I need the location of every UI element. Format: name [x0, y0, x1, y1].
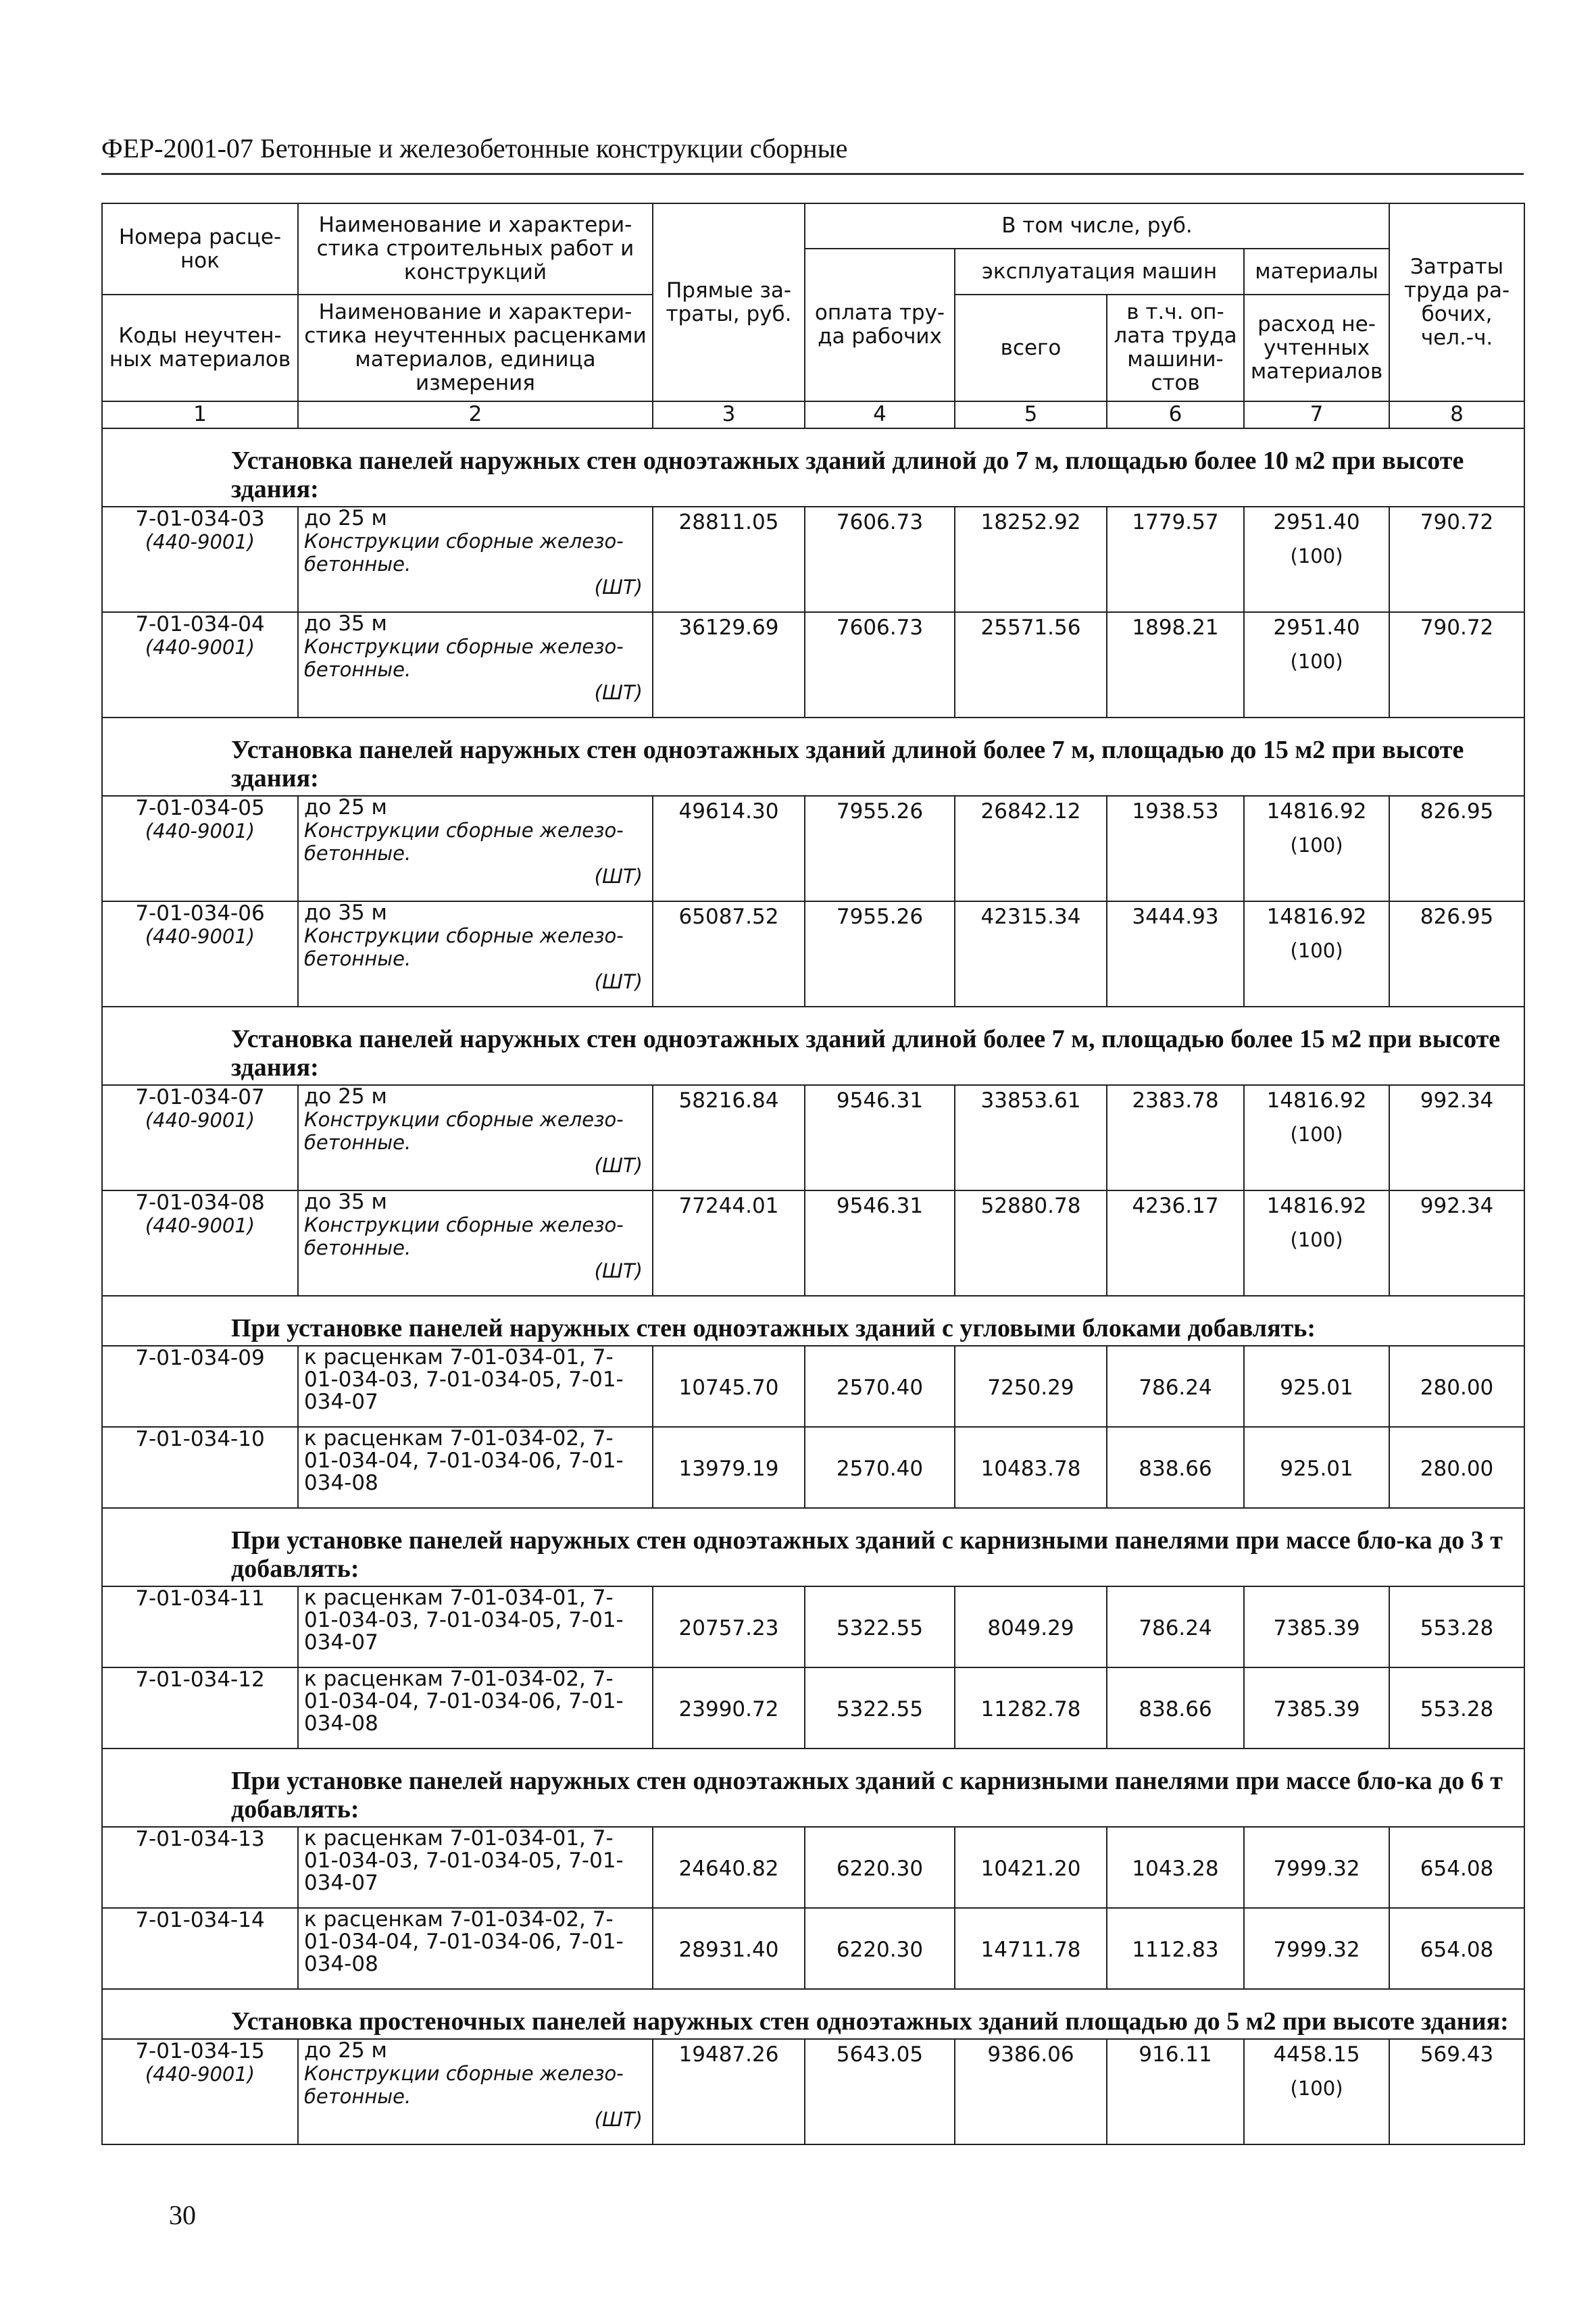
materials-cell [1244, 612, 1389, 718]
material-name: Конструкции сборные железо-бетонные. [304, 1108, 624, 1154]
machines-labor: 838.66 [1139, 1697, 1212, 1721]
rate-code-cell [102, 507, 298, 612]
rate-code: 7-01-034-12 [135, 1667, 265, 1692]
header-rate-numbers: Номера расце-нок [102, 203, 298, 295]
labor-pay: 5643.05 [836, 2042, 924, 2067]
machines-labor: 3444.93 [1132, 905, 1219, 929]
machines-total-cell [955, 1427, 1107, 1508]
labor-hours-cell [1389, 1586, 1524, 1667]
direct-costs: 49614.30 [678, 799, 779, 824]
machines-labor: 786.24 [1139, 1376, 1212, 1400]
section-title-row [102, 1296, 1524, 1346]
direct-costs: 28931.40 [678, 1938, 779, 1962]
labor-hours: 654.08 [1420, 1857, 1494, 1881]
labor-hours-cell [1389, 1427, 1524, 1508]
section-title-text: При установке панелей наружных стен одноэтажных зданий с карнизными панелями при массе бло-ка до 6 т добавлять: [231, 1767, 1503, 1823]
material-quantity: (100) [1290, 650, 1343, 673]
materials-cell [1244, 1190, 1389, 1296]
rate-code: 7-01-034-10 [135, 1427, 265, 1451]
rate-name-cell [298, 1586, 653, 1667]
table-row [102, 1908, 1524, 1989]
section-title-row [102, 1749, 1524, 1827]
material-quantity: (100) [1290, 2077, 1343, 2100]
rate-name-cell [298, 1346, 653, 1427]
header-material-names: Наименование и характери-стика неучтенных расценками материалов, единица измерения [298, 295, 653, 401]
direct-costs: 19487.26 [678, 2042, 779, 2067]
materials-cell [1244, 1586, 1389, 1667]
page-number: 30 [169, 2200, 196, 2230]
machines-total: 52880.78 [980, 1194, 1081, 1218]
labor-hours: 826.95 [1420, 905, 1494, 929]
rate-code: 7-01-034-06 [135, 901, 265, 926]
machines-total-cell [955, 2039, 1107, 2144]
materials-cell [1244, 1667, 1389, 1749]
section-title [102, 1508, 1524, 1586]
machines-labor-cell [1107, 1427, 1244, 1508]
page-header: ФЕР-2001-07 Бетонные и железобетонные конструкции сборные [101, 133, 848, 164]
header-direct-costs: Прямые за-траты, руб. [653, 203, 805, 401]
rate-name: к расценкам 7-01-034-01, 7-01-034-03, 7-01-034-05, 7-01-034-07 [304, 1826, 624, 1895]
rate-name-cell [298, 2039, 653, 2144]
material-code: (440-9001) [145, 925, 255, 948]
rate-name: к расценкам 7-01-034-02, 7-01-034-04, 7-01-034-06, 7-01-034-08 [304, 1426, 624, 1495]
section-title-text: Установка простеночных панелей наружных стен одноэтажных зданий площадью до 5 м2 при высоте здания: [231, 2007, 1509, 2036]
rate-name: до 25 м [304, 1084, 387, 1109]
column-number: 4 [805, 401, 955, 428]
machines-labor: 1898.21 [1132, 615, 1219, 640]
column-numbers-row [102, 401, 1524, 428]
rate-code-cell [102, 1827, 298, 1908]
machines-labor-cell [1107, 612, 1244, 718]
labor-pay: 7606.73 [836, 615, 924, 640]
direct-costs-cell [653, 1346, 805, 1427]
materials: 7385.39 [1273, 1697, 1360, 1721]
material-unit: (ШТ) [594, 1154, 643, 1177]
material-unit: (ШТ) [594, 970, 643, 993]
machines-total: 7250.29 [987, 1376, 1074, 1400]
rate-code: 7-01-034-14 [135, 1908, 265, 1932]
rate-code: 7-01-034-07 [135, 1085, 265, 1109]
column-number: 3 [653, 401, 805, 428]
machines-labor-cell [1107, 1667, 1244, 1749]
materials-cell [1244, 1908, 1389, 1989]
labor-pay-cell [805, 1908, 955, 1989]
machines-total-cell [955, 1908, 1107, 1989]
materials-cell [1244, 1827, 1389, 1908]
materials: 14816.92 [1266, 1194, 1367, 1218]
direct-costs: 58216.84 [678, 1088, 779, 1113]
materials: 2951.40 [1273, 615, 1360, 640]
direct-costs-cell [653, 612, 805, 718]
section-title-row [102, 1007, 1524, 1085]
section-title [102, 1989, 1524, 2039]
direct-costs-cell [653, 1827, 805, 1908]
rate-code-cell [102, 1346, 298, 1427]
direct-costs: 24640.82 [678, 1857, 779, 1881]
material-quantity: (100) [1290, 1123, 1343, 1146]
materials-cell [1244, 507, 1389, 612]
machines-labor: 1779.57 [1132, 510, 1219, 534]
labor-pay-cell [805, 1190, 955, 1296]
labor-pay-cell [805, 507, 955, 612]
labor-hours: 280.00 [1420, 1457, 1494, 1481]
section-title-row [102, 1989, 1524, 2039]
table-body [102, 428, 1524, 2144]
material-unit: (ШТ) [594, 1259, 643, 1282]
materials: 14816.92 [1266, 799, 1367, 824]
labor-hours-cell [1389, 2039, 1524, 2144]
section-title-text: При установке панелей наружных стен одноэтажных зданий с карнизными панелями при массе бло-ка до 3 т добавлять: [231, 1526, 1503, 1583]
material-unit: (ШТ) [594, 865, 643, 888]
material-name: Конструкции сборные железо-бетонные. [304, 1213, 624, 1259]
rate-code: 7-01-034-11 [135, 1586, 265, 1611]
rate-code-cell [102, 1667, 298, 1749]
machines-total: 18252.92 [980, 510, 1081, 534]
labor-pay-cell [805, 1827, 955, 1908]
machines-labor-cell [1107, 796, 1244, 901]
table-row [102, 901, 1524, 1007]
rates-table [101, 203, 1525, 2145]
labor-hours-cell [1389, 796, 1524, 901]
labor-pay-cell [805, 901, 955, 1007]
header-machines-total: всего [955, 295, 1107, 401]
header-rule [101, 173, 1524, 175]
section-title-row [102, 428, 1524, 507]
rate-code: 7-01-034-15 [135, 2039, 265, 2063]
material-quantity: (100) [1290, 939, 1343, 962]
machines-labor: 4236.17 [1132, 1194, 1219, 1218]
machines-labor-cell [1107, 1190, 1244, 1296]
material-name: Конструкции сборные железо-бетонные. [304, 924, 624, 970]
rate-name: до 25 м [304, 2038, 387, 2063]
rate-name-cell [298, 1427, 653, 1508]
rate-name-cell [298, 1908, 653, 1989]
machines-total: 8049.29 [987, 1616, 1074, 1640]
materials-cell [1244, 1427, 1389, 1508]
labor-hours-cell [1389, 1190, 1524, 1296]
rate-code-cell [102, 901, 298, 1007]
table-row [102, 1586, 1524, 1667]
material-unit: (ШТ) [594, 2108, 643, 2131]
machines-labor-cell [1107, 507, 1244, 612]
rate-name: до 35 м [304, 611, 387, 636]
material-code: (440-9001) [145, 636, 255, 659]
machines-total-cell [955, 1346, 1107, 1427]
machines-total-cell [955, 1085, 1107, 1190]
machines-total: 42315.34 [980, 905, 1081, 929]
labor-pay-cell [805, 2039, 955, 2144]
machines-total-cell [955, 507, 1107, 612]
machines-labor-cell [1107, 1346, 1244, 1427]
machines-total-cell [955, 1827, 1107, 1908]
section-title-row [102, 1508, 1524, 1586]
machines-total-cell [955, 1190, 1107, 1296]
direct-costs-cell [653, 1085, 805, 1190]
column-number: 7 [1244, 401, 1389, 428]
section-title [102, 1749, 1524, 1827]
material-code: (440-9001) [145, 1214, 255, 1237]
rate-name: к расценкам 7-01-034-01, 7-01-034-03, 7-01-034-05, 7-01-034-07 [304, 1586, 624, 1655]
rate-code: 7-01-034-03 [135, 507, 265, 531]
table-row [102, 2039, 1524, 2144]
materials-cell [1244, 1346, 1389, 1427]
materials: 14816.92 [1266, 1088, 1367, 1113]
machines-labor-cell [1107, 901, 1244, 1007]
header-machines-labor: в т.ч. оп-лата труда машини-стов [1107, 295, 1244, 401]
machines-total: 11282.78 [980, 1697, 1081, 1721]
machines-total-cell [955, 612, 1107, 718]
header-material-codes: Коды неучтен-ных материалов [102, 295, 298, 401]
direct-costs: 28811.05 [678, 510, 779, 534]
rate-name-cell [298, 612, 653, 718]
labor-hours: 790.72 [1420, 510, 1494, 534]
machines-total-cell [955, 1586, 1107, 1667]
machines-labor: 1043.28 [1132, 1857, 1219, 1881]
labor-hours-cell [1389, 901, 1524, 1007]
material-name: Конструкции сборные железо-бетонные. [304, 530, 624, 576]
rate-name-cell [298, 1190, 653, 1296]
direct-costs: 13979.19 [678, 1457, 779, 1481]
machines-labor-cell [1107, 2039, 1244, 2144]
labor-pay-cell [805, 1427, 955, 1508]
header-labor-cost: Затраты труда ра-бочих, чел.-ч. [1389, 203, 1524, 401]
column-number: 5 [955, 401, 1107, 428]
labor-hours: 553.28 [1420, 1616, 1494, 1640]
section-title [102, 1296, 1524, 1346]
materials: 925.01 [1280, 1457, 1353, 1481]
machines-labor: 916.11 [1139, 2042, 1212, 2067]
material-name: Конструкции сборные железо-бетонные. [304, 2062, 624, 2108]
header-materials-unaccounted: расход не-учтенных материалов [1244, 295, 1389, 401]
labor-hours-cell [1389, 612, 1524, 718]
labor-hours: 790.72 [1420, 615, 1494, 640]
column-number: 2 [298, 401, 653, 428]
rate-code-cell [102, 1190, 298, 1296]
labor-pay-cell [805, 796, 955, 901]
direct-costs-cell [653, 1908, 805, 1989]
materials-cell [1244, 796, 1389, 901]
rate-name: к расценкам 7-01-034-02, 7-01-034-04, 7-01-034-06, 7-01-034-08 [304, 1907, 624, 1976]
direct-costs-cell [653, 507, 805, 612]
rate-code: 7-01-034-04 [135, 612, 265, 636]
rate-name: до 35 м [304, 1190, 387, 1214]
materials: 7999.32 [1273, 1938, 1360, 1962]
rate-code-cell [102, 796, 298, 901]
direct-costs: 65087.52 [678, 905, 779, 929]
table-row [102, 612, 1524, 718]
labor-pay: 6220.30 [836, 1938, 924, 1962]
header-machines: эксплуатация машин [955, 249, 1244, 295]
material-unit: (ШТ) [594, 576, 643, 599]
direct-costs: 20757.23 [678, 1616, 779, 1640]
labor-hours-cell [1389, 507, 1524, 612]
machines-labor-cell [1107, 1085, 1244, 1190]
header-materials: материалы [1244, 249, 1389, 295]
labor-hours: 569.43 [1420, 2042, 1494, 2067]
direct-costs-cell [653, 1190, 805, 1296]
direct-costs-cell [653, 1667, 805, 1749]
direct-costs: 10745.70 [678, 1376, 779, 1400]
machines-labor: 1112.83 [1132, 1938, 1219, 1962]
labor-pay-cell [805, 1346, 955, 1427]
table-row [102, 1667, 1524, 1749]
labor-hours: 992.34 [1420, 1194, 1494, 1218]
labor-pay: 2570.40 [836, 1457, 924, 1481]
rate-code-cell [102, 2039, 298, 2144]
materials: 14816.92 [1266, 905, 1367, 929]
material-code: (440-9001) [145, 530, 255, 553]
rate-code-cell [102, 1908, 298, 1989]
labor-pay-cell [805, 1667, 955, 1749]
rate-name: к расценкам 7-01-034-02, 7-01-034-04, 7-01-034-06, 7-01-034-08 [304, 1667, 624, 1736]
rate-code: 7-01-034-05 [135, 796, 265, 820]
machines-total-cell [955, 1667, 1107, 1749]
labor-hours: 654.08 [1420, 1938, 1494, 1962]
rate-name-cell [298, 1827, 653, 1908]
table-row [102, 507, 1524, 612]
header-including: В том числе, руб. [805, 203, 1389, 249]
rate-code-cell [102, 612, 298, 718]
table-row [102, 1085, 1524, 1190]
machines-labor: 838.66 [1139, 1457, 1212, 1481]
column-number: 1 [102, 401, 298, 428]
rate-name: до 25 м [304, 795, 387, 820]
materials: 7385.39 [1273, 1616, 1360, 1640]
direct-costs: 23990.72 [678, 1697, 779, 1721]
rate-name: до 25 м [304, 506, 387, 530]
machines-total: 10483.78 [980, 1457, 1081, 1481]
table-row [102, 1190, 1524, 1296]
table-row [102, 796, 1524, 901]
machines-labor: 2383.78 [1132, 1088, 1219, 1113]
labor-pay: 5322.55 [836, 1697, 924, 1721]
section-title [102, 1007, 1524, 1085]
labor-hours-cell [1389, 1908, 1524, 1989]
machines-total: 14711.78 [980, 1938, 1081, 1962]
materials-cell [1244, 1085, 1389, 1190]
labor-hours: 280.00 [1420, 1376, 1494, 1400]
machines-total: 10421.20 [980, 1857, 1081, 1881]
machines-labor-cell [1107, 1586, 1244, 1667]
rate-name: к расценкам 7-01-034-01, 7-01-034-03, 7-01-034-05, 7-01-034-07 [304, 1345, 624, 1414]
material-quantity: (100) [1290, 545, 1343, 568]
direct-costs: 77244.01 [678, 1194, 779, 1218]
machines-labor: 1938.53 [1132, 799, 1219, 824]
direct-costs-cell [653, 2039, 805, 2144]
materials-cell [1244, 2039, 1389, 2144]
machines-total: 25571.56 [980, 615, 1081, 640]
material-code: (440-9001) [145, 820, 255, 842]
material-name: Конструкции сборные железо-бетонные. [304, 635, 624, 681]
rate-name-cell [298, 796, 653, 901]
table-row [102, 1827, 1524, 1908]
machines-total: 33853.61 [980, 1088, 1081, 1113]
table-row [102, 1346, 1524, 1427]
rate-name-cell [298, 507, 653, 612]
rate-name: до 35 м [304, 901, 387, 925]
direct-costs: 36129.69 [678, 615, 779, 640]
machines-labor: 786.24 [1139, 1616, 1212, 1640]
rate-name-cell [298, 1667, 653, 1749]
rate-code-cell [102, 1085, 298, 1190]
rate-code: 7-01-034-13 [135, 1827, 265, 1851]
section-title-text: При установке панелей наружных стен одноэтажных зданий с угловыми блоками добавлять: [231, 1314, 1316, 1342]
material-unit: (ШТ) [594, 681, 643, 704]
header-labor-pay: оплата тру-да рабочих [805, 249, 955, 401]
machines-labor-cell [1107, 1827, 1244, 1908]
materials: 4458.15 [1273, 2042, 1360, 2067]
rate-code-cell [102, 1586, 298, 1667]
header-work-name: Наименование и характери-стика строительных работ и конструкций [298, 203, 653, 295]
material-code: (440-9001) [145, 2063, 255, 2086]
direct-costs-cell [653, 1586, 805, 1667]
labor-pay: 7955.26 [836, 799, 924, 824]
table-row [102, 1427, 1524, 1508]
rate-name-cell [298, 1085, 653, 1190]
rate-code-cell [102, 1427, 298, 1508]
rate-code: 7-01-034-08 [135, 1190, 265, 1215]
labor-pay: 5322.55 [836, 1616, 924, 1640]
labor-hours-cell [1389, 1346, 1524, 1427]
labor-pay: 7606.73 [836, 510, 924, 534]
section-title-row [102, 718, 1524, 796]
labor-pay-cell [805, 1586, 955, 1667]
section-title-text: Установка панелей наружных стен одноэтажных зданий длиной до 7 м, площадью более 10 м2 при высоте здания: [231, 447, 1464, 503]
labor-pay: 9546.31 [836, 1194, 924, 1218]
labor-hours-cell [1389, 1827, 1524, 1908]
section-title-text: Установка панелей наружных стен одноэтажных зданий длиной более 7 м, площадью более 15 м2 при высоте здания: [231, 1025, 1501, 1082]
materials: 7999.32 [1273, 1857, 1360, 1881]
machines-total: 26842.12 [980, 799, 1081, 824]
column-number: 8 [1389, 401, 1524, 428]
labor-hours: 553.28 [1420, 1697, 1494, 1721]
labor-pay: 9546.31 [836, 1088, 924, 1113]
material-code: (440-9001) [145, 1109, 255, 1132]
labor-pay-cell [805, 612, 955, 718]
section-title [102, 718, 1524, 796]
machines-total: 9386.06 [987, 2042, 1074, 2067]
labor-hours: 992.34 [1420, 1088, 1494, 1113]
material-name: Конструкции сборные железо-бетонные. [304, 819, 624, 865]
materials-cell [1244, 901, 1389, 1007]
section-title-text: Установка панелей наружных стен одноэтажных зданий длиной более 7 м, площадью до 15 м2 при высоте здания: [231, 736, 1464, 793]
rate-code: 7-01-034-09 [135, 1346, 265, 1370]
labor-hours-cell [1389, 1085, 1524, 1190]
machines-total-cell [955, 901, 1107, 1007]
column-number: 6 [1107, 401, 1244, 428]
machines-total-cell [955, 796, 1107, 901]
labor-pay: 2570.40 [836, 1376, 924, 1400]
material-quantity: (100) [1290, 1228, 1343, 1251]
materials: 2951.40 [1273, 510, 1360, 534]
direct-costs-cell [653, 1427, 805, 1508]
labor-pay: 6220.30 [836, 1857, 924, 1881]
labor-pay: 7955.26 [836, 905, 924, 929]
materials: 925.01 [1280, 1376, 1353, 1400]
labor-pay-cell [805, 1085, 955, 1190]
rate-name-cell [298, 901, 653, 1007]
labor-hours: 826.95 [1420, 799, 1494, 824]
machines-labor-cell [1107, 1908, 1244, 1989]
labor-hours-cell [1389, 1667, 1524, 1749]
section-title [102, 428, 1524, 507]
material-quantity: (100) [1290, 834, 1343, 857]
direct-costs-cell [653, 796, 805, 901]
direct-costs-cell [653, 901, 805, 1007]
